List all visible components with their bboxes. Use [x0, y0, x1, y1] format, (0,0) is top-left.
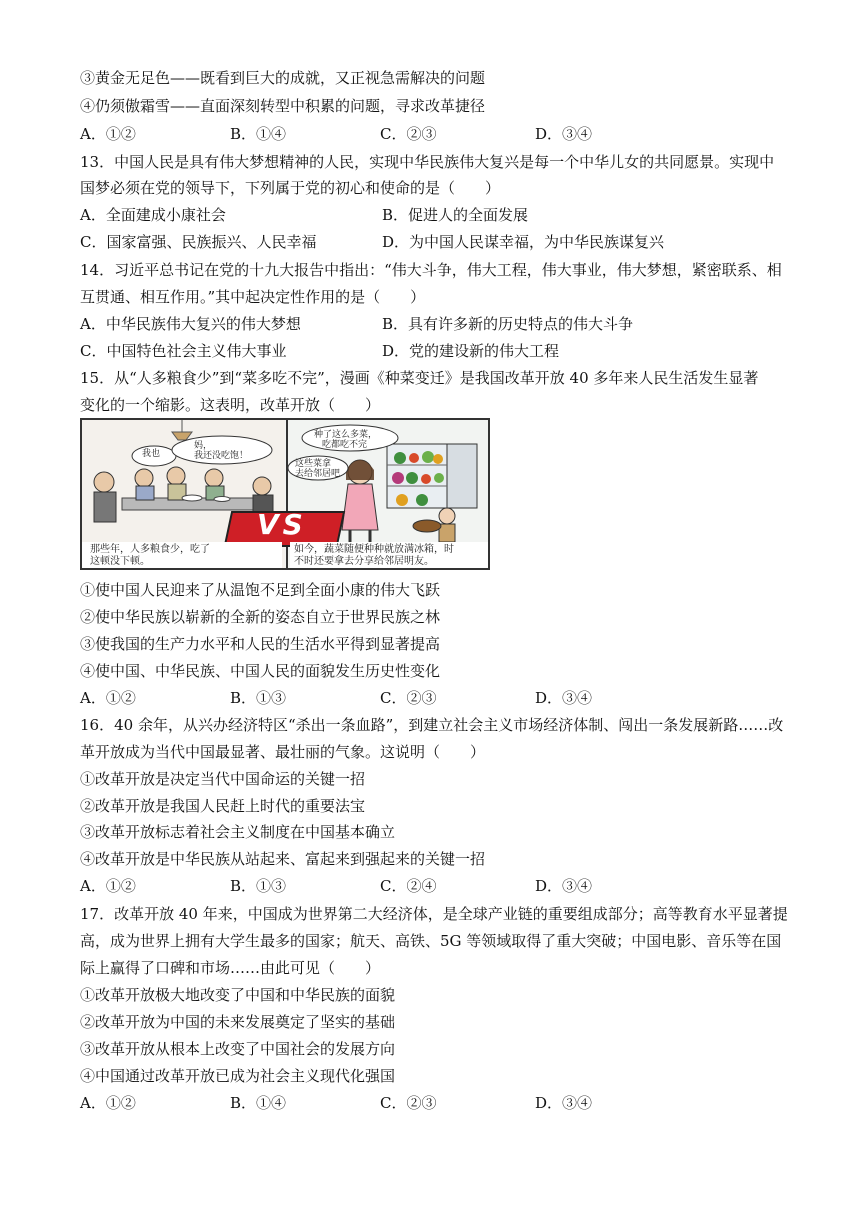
option-d[interactable]: D．党的建设新的伟大工程 — [382, 342, 560, 360]
q14-options-row1 — [80, 314, 780, 334]
option-c[interactable]: C．②③ — [380, 1094, 437, 1112]
q15-stem-line2: 变化的一个缩影。这表明，改革开放（ ） — [80, 396, 381, 414]
q17-stem-line3: 际上赢得了口碑和市场……由此可见（ ） — [80, 959, 381, 977]
q14-stem-line2: 互贯通、相互作用。”其中起决定性作用的是（ ） — [80, 288, 426, 306]
option-a[interactable]: A．①② — [80, 125, 136, 143]
q17-stem-line2: 高，成为世界上拥有大学生最多的国家；航天、高铁、5G 等领域取得了重大突破；中国电影、音乐等在国 — [80, 932, 782, 950]
q14-stem-line1: 14．习近平总书记在党的十九大报告中指出：“伟大斗争，伟大工程，伟大事业，伟大梦想，紧密联系、相 — [80, 261, 782, 279]
option-a[interactable]: A．①② — [80, 877, 136, 895]
q13-options-row2 — [80, 232, 780, 252]
option-b[interactable]: B．促进人的全面发展 — [382, 206, 529, 224]
option-b[interactable]: B．具有许多新的历史特点的伟大斗争 — [382, 315, 634, 333]
q16-statement-3: ③改革开放标志着社会主义制度在中国基本确立 — [80, 823, 396, 841]
bubble-left-2: 妈， — [194, 441, 213, 451]
q12-options — [80, 124, 780, 144]
option-d[interactable]: D．③④ — [535, 125, 593, 143]
bubble-right-1: 种了这么多菜， — [314, 430, 378, 440]
bubble-left-1: 我也 — [142, 449, 161, 459]
q16-stem-line1: 16．40 余年，从兴办经济特区“杀出一条血路”，到建立社会主义市场经济体制、闯出一条发展新路……改 — [80, 716, 784, 734]
option-d[interactable]: D．为中国人民谋幸福，为中华民族谋复兴 — [382, 233, 665, 251]
option-b[interactable]: B．①④ — [230, 1094, 287, 1112]
option-c[interactable]: C．②③ — [380, 125, 437, 143]
q13-stem-line1: 13．中国人民是具有伟大梦想精神的人民，实现中华民族伟大复兴是每一个中华儿女的共同愿景。实现中 — [80, 153, 775, 171]
option-d[interactable]: D．③④ — [535, 1094, 593, 1112]
cartoon-figure — [80, 418, 490, 570]
bubble-left-3: 我还没吃饱！ — [194, 451, 249, 461]
q16-statement-2: ②改革开放是我国人民赶上时代的重要法宝 — [80, 797, 366, 815]
q15-statement-4: ④使中国、中华民族、中国人民的面貌发生历史性变化 — [80, 662, 441, 680]
option-c[interactable]: C．国家富强、民族振兴、人民幸福 — [80, 233, 317, 251]
caption-left-line2: 这顿没下顿。 — [90, 556, 150, 567]
option-a[interactable]: A．①② — [80, 689, 136, 707]
option-b[interactable]: B．①④ — [230, 125, 287, 143]
q14-options-row2 — [80, 341, 780, 361]
bubble-right-4: 去给邻居吧 — [295, 469, 341, 479]
q17-statement-3: ③改革开放从根本上改变了中国社会的发展方向 — [80, 1040, 396, 1058]
q16-options — [80, 876, 780, 896]
caption-right-line1: 如今，蔬菜随便种种就放满冰箱，时 — [294, 544, 454, 555]
option-c[interactable]: C．②③ — [380, 689, 437, 707]
option-a[interactable]: A．全面建成小康社会 — [80, 206, 226, 224]
q15-statement-2: ②使中华民族以崭新的全新的姿态自立于世界民族之林 — [80, 608, 441, 626]
bubble-right-3: 这些菜拿 — [295, 459, 332, 469]
q17-statement-1: ①改革开放极大地改变了中国和中华民族的面貌 — [80, 986, 396, 1004]
q13-stem-line2: 国梦必须在党的领导下，下列属于党的初心和使命的是（ ） — [80, 179, 501, 197]
q15-options — [80, 688, 780, 708]
option-a[interactable]: A．①② — [80, 1094, 136, 1112]
q15-stem-line1: 15．从“人多粮食少”到“菜多吃不完”，漫画《种菜变迁》是我国改革开放 40 多年来人民生活发生显著 — [80, 369, 759, 387]
q13-options-row1 — [80, 205, 780, 225]
q17-options — [80, 1093, 780, 1113]
option-c[interactable]: C．中国特色社会主义伟大事业 — [80, 342, 287, 360]
q12-statement-4: ④仍须傲霜雪——直面深刻转型中积累的问题，寻求改革捷径 — [80, 97, 486, 115]
q17-statement-2: ②改革开放为中国的未来发展奠定了坚实的基础 — [80, 1013, 396, 1031]
caption-right-line2: 不时还要拿去分享给邻居明友。 — [294, 556, 434, 567]
q15-statement-1: ①使中国人民迎来了从温饱不足到全面小康的伟大飞跃 — [80, 581, 441, 599]
option-a[interactable]: A．中华民族伟大复兴的伟大梦想 — [80, 315, 301, 333]
q16-statement-4: ④改革开放是中华民族从站起来、富起来到强起来的关键一招 — [80, 850, 486, 868]
option-c[interactable]: C．②④ — [380, 877, 437, 895]
option-d[interactable]: D．③④ — [535, 689, 593, 707]
q17-stem-line1: 17．改革开放 40 年来，中国成为世界第二大经济体，是全球产业链的重要组成部分；高等教育水平显著提 — [80, 905, 788, 923]
option-b[interactable]: B．①③ — [230, 689, 287, 707]
q16-stem-line2: 革开放成为当代中国最显著、最壮丽的气象。这说明（ ） — [80, 743, 486, 761]
q15-statement-3: ③使我国的生产力水平和人民的生活水平得到显著提高 — [80, 635, 441, 653]
q16-statement-1: ①改革开放是决定当代中国命运的关键一招 — [80, 770, 366, 788]
vs-text: VS — [257, 508, 307, 541]
q12-statement-3: ③黄金无足色——既看到巨大的成就，又正视急需解决的问题 — [80, 69, 486, 87]
option-d[interactable]: D．③④ — [535, 877, 593, 895]
q17-statement-4: ④中国通过改革开放已成为社会主义现代化强国 — [80, 1067, 396, 1085]
caption-left-line1: 那些年，人多粮食少，吃了 — [90, 544, 210, 555]
option-b[interactable]: B．①③ — [230, 877, 287, 895]
bubble-right-2: 吃都吃不完 — [322, 440, 368, 450]
